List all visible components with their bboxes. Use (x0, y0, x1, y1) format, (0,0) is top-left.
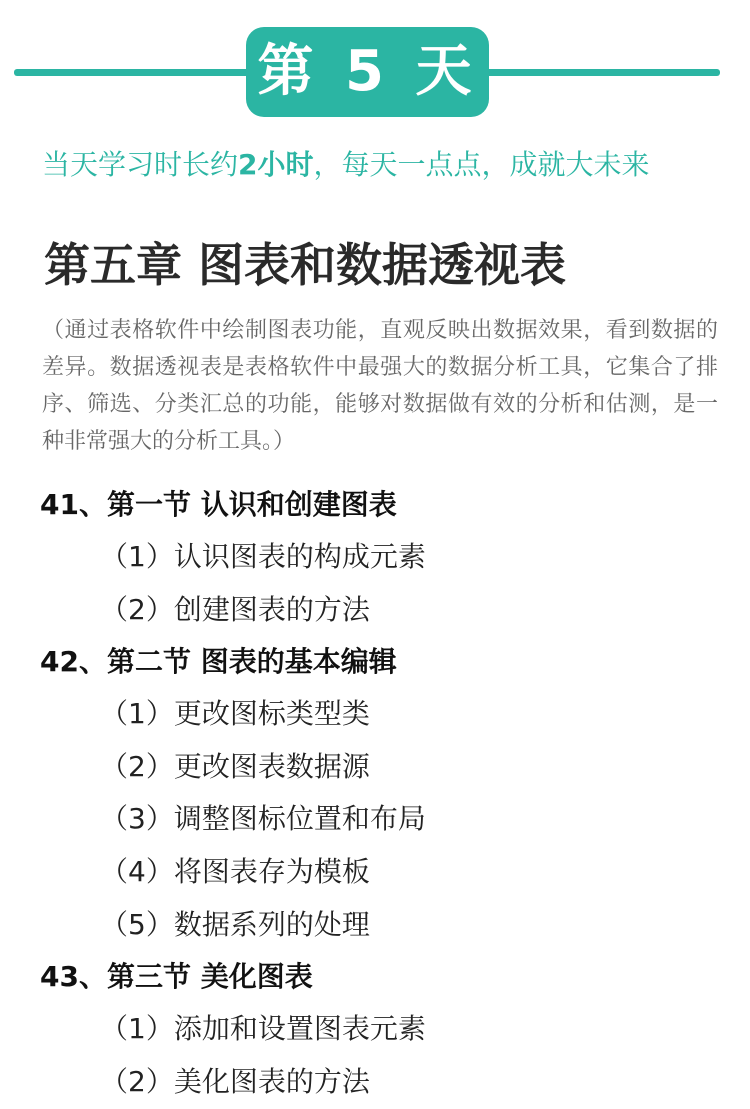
table-of-contents (40, 479, 720, 1108)
day-badge: 第 5 天 (246, 27, 489, 117)
list-item: （4）将图表存为模板 (100, 854, 370, 888)
list-item: （1）更改图标类型类 (100, 697, 370, 731)
chapter-description: （通过表格软件中绘制图表功能，直观反映出数据效果，看到数据的差异。数据透视表是表格软件中最强大的数据分析工具，它集合了排序、筛选、分类汇总的功能，能够对数据做有效的分析和估测，是一种非常强大的分析工具。） (42, 318, 718, 454)
tagline-suffix: ，每天一点点，成就大未来 (313, 148, 650, 181)
tagline-highlight: 2小时 (238, 148, 314, 181)
section-title: 42、第二节 图表的基本编辑 (40, 645, 397, 679)
list-item: （3）调整图标位置和布局 (100, 802, 426, 836)
list-item: （2）美化图表的方法 (100, 1064, 370, 1098)
tagline (42, 145, 722, 185)
list-item: （1）添加和设置图表元素 (100, 1012, 426, 1046)
chapter-title: 第五章 图表和数据透视表 (44, 238, 567, 292)
list-item: （5）数据系列的处理 (100, 907, 370, 941)
section-title: 43、第三节 美化图表 (40, 960, 313, 994)
list-item: （1）认识图表的构成元素 (100, 540, 426, 573)
tagline-prefix: 当天学习时长约 (42, 148, 239, 181)
day-header (0, 0, 750, 130)
list-item: （2）创建图表的方法 (100, 592, 370, 626)
list-item: （2）更改图表数据源 (100, 749, 370, 783)
section-title: 41、第一节 认识和创建图表 (40, 488, 397, 521)
